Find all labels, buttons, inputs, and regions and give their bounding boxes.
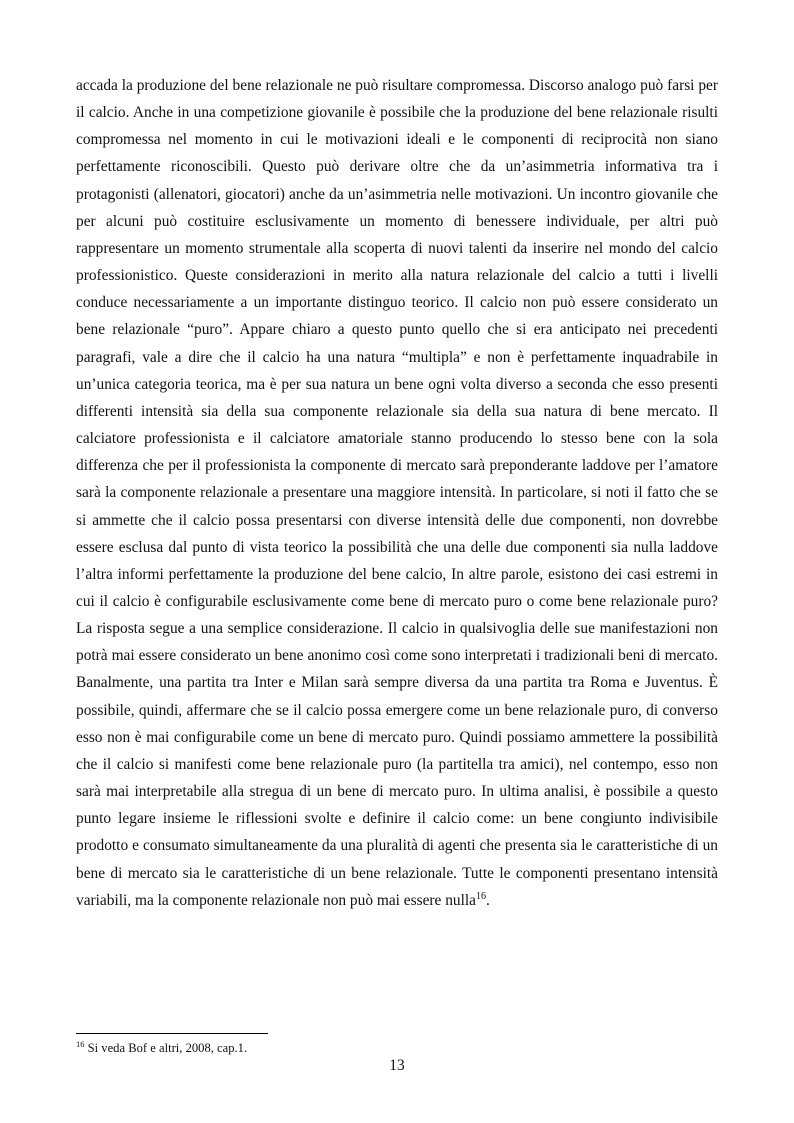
footnote-reference: 16 (476, 890, 487, 902)
paragraph-text: accada la produzione del bene relazionale ne può risultare compromessa. Discorso analogo può farsi per il calcio. Anche in una competizione giovanile è possibile che la produzione del bene relazionale risulti compromessa nel momento in cui le motivazioni ideali e le componenti di reciprocità non siano perfettamente riconoscibili. Questo può derivare oltre che da un’asimmetria informativa tra i protagonisti (allenatori, giocatori) anche da un’asimmetria nelle motivazioni. Un incontro giovanile che per alcuni può costituire esclusivamente un momento di benessere individuale, per altri può rappresentare un momento strumentale alla scoperta di nuovi talenti da inserire nel mondo del calcio professionistico. Queste considerazioni in merito alla natura relazionale del calcio a tutti i livelli conduce necessariamente a un importante distinguo teorico. Il calcio non può essere considerato un bene relazionale “puro”. Appare chiaro a questo punto quello che si era anticipato nei precedenti paragrafi, vale a dire che il calcio ha una natura “multipla” e non è perfettamente inquadrabile in un’unica categoria teorica, ma è per sua natura un bene ogni volta diverso a seconda che esso presenti differenti intensità sia della sua componente relazionale sia della sua natura di bene mercato. Il calciatore professionista e il calciatore amatoriale stanno producendo lo stesso bene con la sola differenza che per il professionista la componente di mercato sarà preponderante laddove per l’amatore sarà la componente relazionale a presentare una maggiore intensità. In particolare, si noti il fatto che se si ammette che il calcio possa presentarsi con diverse intensità delle due componenti, non dovrebbe essere esclusa dal punto di vista teorico la possibilità che una delle due componenti sia nulla laddove l’altra informi perfettamente la produzione del bene calcio, In altre parole, esistono dei casi estremi in cui il calcio è configurabile esclusivamente come bene di mercato puro o come bene relazionale puro? La risposta segue a una semplice considerazione. Il calcio in qualsivoglia delle sue manifestazioni non potrà mai essere considerato un bene anonimo così come sono interpretati i tradizionali beni di mercato. Banalmente, una partita tra Inter e Milan sarà sempre diversa da una partita tra Roma e Juventus. È possibile, quindi, affermare che se il calcio possa emergere come un bene relazionale puro, di converso esso non è mai configurabile come un bene di mercato puro. Quindi possiamo ammettere la possibilità che il calcio si manifesti come bene relazionale puro (la partitella tra amici), nel contempo, esso non sarà mai interpretabile alla stregua di un bene di mercato puro. In ultima analisi, è possibile a questo punto legare insieme le riflessioni svolte e definire il calcio come: un bene congiunto indivisibile prodotto e consumato simultaneamente da una pluralità di agenti che presenta sia le caratteristiche di un bene di mercato sia le caratteristiche di un bene relazionale. Tutte le componenti presentano intensità variabili, ma la componente relazionale non può mai essere nulla (76, 77, 718, 909)
footnote (76, 1040, 716, 1056)
page-number: 13 (389, 1057, 405, 1074)
paragraph-end: . (486, 891, 490, 909)
footnote-text: Si veda Bof e altri, 2008, cap.1. (84, 1041, 248, 1055)
body-paragraph (76, 72, 718, 914)
footnote-separator (76, 1033, 268, 1034)
paragraph (76, 72, 718, 914)
footnote-marker: 16 (76, 1038, 85, 1049)
